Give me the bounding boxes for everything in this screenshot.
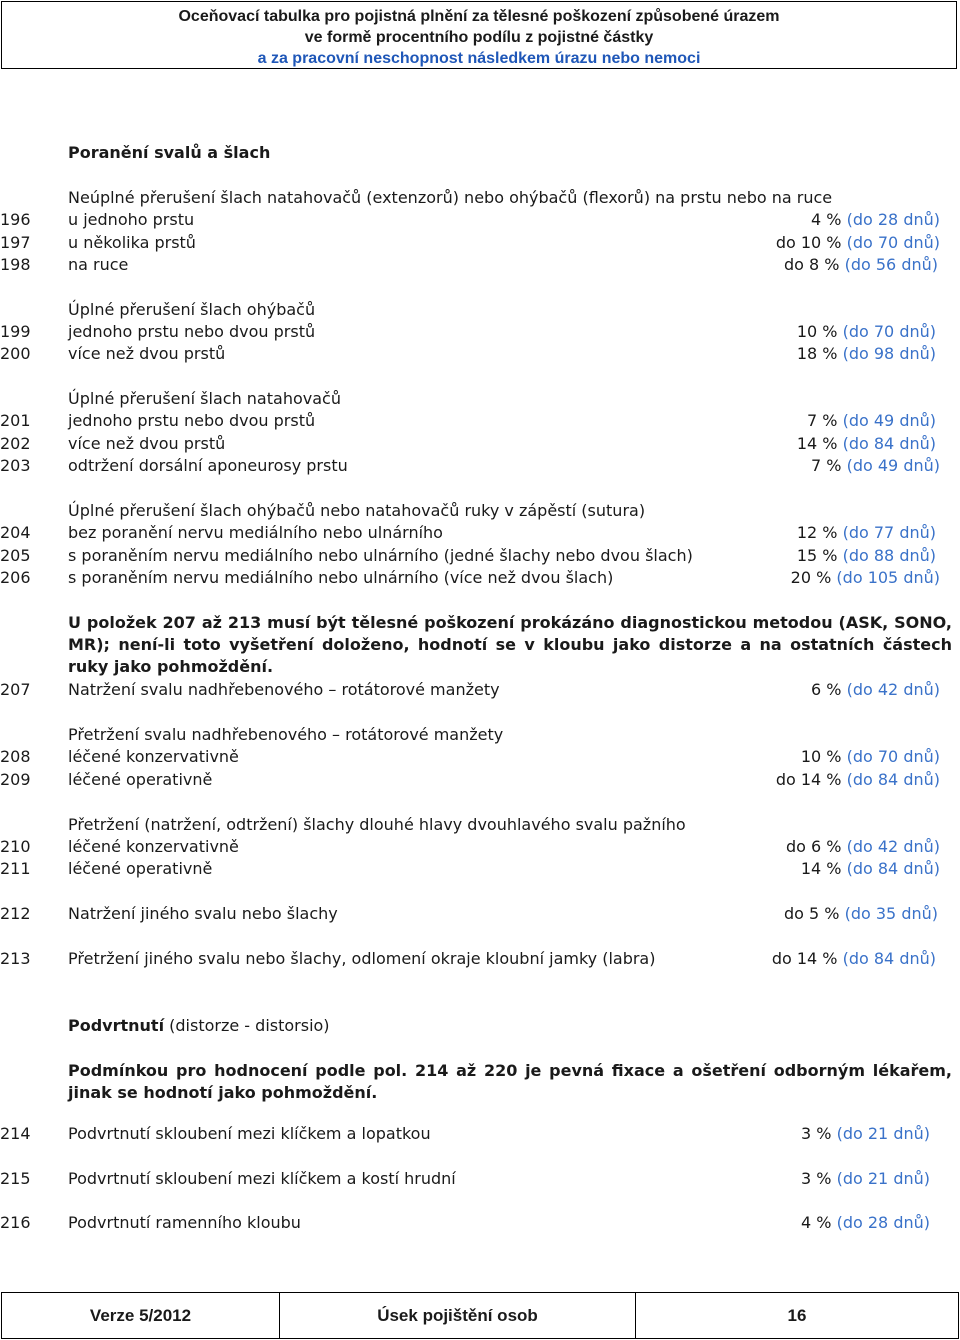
item-value: 7 % (do 49 dnů) xyxy=(807,411,936,430)
item-number: 203 xyxy=(0,456,31,475)
item-value: 15 % (do 88 dnů) xyxy=(796,546,936,565)
item-description: léčené konzervativně xyxy=(68,837,239,856)
item-number: 211 xyxy=(0,859,31,878)
item-value: do 10 % (do 70 dnů) xyxy=(775,233,940,252)
item-number: 198 xyxy=(0,255,31,274)
item-number: 197 xyxy=(0,233,31,252)
footer-page-number: 16 xyxy=(787,1305,807,1325)
item-description: Natržení svalu nadhřebenového – rotátorové manžety xyxy=(68,680,500,699)
table-row xyxy=(0,545,958,567)
item-value: do 8 % (do 56 dnů) xyxy=(784,255,938,274)
table-row xyxy=(0,1212,958,1234)
table-row xyxy=(0,343,958,365)
table-row xyxy=(0,433,958,455)
item-number: 200 xyxy=(0,344,31,363)
header-title-line-3: a za pracovní neschopnost následkem úrazu nebo nemoci xyxy=(257,50,701,67)
table-row xyxy=(0,903,958,925)
item-value: 3 % (do 21 dnů) xyxy=(801,1169,930,1188)
item-value: 4 % (do 28 dnů) xyxy=(811,210,940,229)
group-heading: Úplné přerušení šlach ohýbačů xyxy=(68,300,316,319)
diagnostic-note: U položek 207 až 213 musí být tělesné poškození prokázáno diagnostickou metodou (ASK, SONO, MR); není-li toto vyšetření doloženo, hodnotí se v kloubu jako distorze a na ostatních částech ruky jako pohmoždění. xyxy=(68,613,952,676)
group-heading: Úplné přerušení šlach ohýbačů nebo natahovačů ruky v zápěstí (sutura) xyxy=(68,501,646,520)
item-description: Přetržení jiného svalu nebo šlachy, odlomení okraje kloubní jamky (labra) xyxy=(68,949,656,968)
item-description: s poraněním nervu mediálního nebo ulnárního (jedné šlachy nebo dvou šlach) xyxy=(68,546,693,565)
item-value: 20 % (do 105 dnů) xyxy=(790,568,940,587)
section-heading-sprain: Podvrtnutí (distorze - distorsio) xyxy=(68,1016,330,1035)
item-value: 10 % (do 70 dnů) xyxy=(800,747,940,766)
item-number: 209 xyxy=(0,770,31,789)
fixation-note: Podmínkou pro hodnocení podle pol. 214 až 220 je pevná fixace a ošetření odborným lékařem, jinak se hodnotí jako pohmoždění. xyxy=(68,1061,952,1102)
table-row xyxy=(0,232,958,254)
table-row xyxy=(0,410,958,432)
table-row xyxy=(0,254,958,276)
item-number: 216 xyxy=(0,1213,31,1232)
item-number: 202 xyxy=(0,434,31,453)
table-row xyxy=(0,1123,958,1145)
table-row xyxy=(0,522,958,544)
item-value: 7 % (do 49 dnů) xyxy=(811,456,940,475)
item-number: 207 xyxy=(0,680,31,699)
item-description: s poraněním nervu mediálního nebo ulnárního (více než dvou šlach) xyxy=(68,568,614,587)
item-value: do 14 % (do 84 dnů) xyxy=(771,949,936,968)
item-value: do 5 % (do 35 dnů) xyxy=(784,904,938,923)
document-header xyxy=(1,1,957,69)
item-value: 4 % (do 28 dnů) xyxy=(801,1213,930,1232)
group-heading: Přetržení (natržení, odtržení) šlachy dlouhé hlavy dvouhlavého svalu pažního xyxy=(68,815,686,834)
group-heading: Neúplné přerušení šlach natahovačů (extenzorů) nebo ohýbačů (flexorů) na prstu nebo na ruce xyxy=(68,188,833,207)
item-number: 196 xyxy=(0,210,31,229)
item-value: 14 % (do 84 dnů) xyxy=(800,859,940,878)
item-value: 12 % (do 77 dnů) xyxy=(796,523,936,542)
item-description: odtržení dorsální aponeurosy prstu xyxy=(68,456,348,475)
group-heading: Přetržení svalu nadhřebenového – rotátorové manžety xyxy=(68,725,504,744)
item-number: 205 xyxy=(0,546,31,565)
item-number: 210 xyxy=(0,837,31,856)
table-row xyxy=(0,455,958,477)
item-number: 204 xyxy=(0,523,31,542)
table-row xyxy=(0,746,958,768)
item-number: 213 xyxy=(0,949,31,968)
item-number: 212 xyxy=(0,904,31,923)
item-number: 208 xyxy=(0,747,31,766)
footer-version: Verze 5/2012 xyxy=(2,1293,280,1338)
item-number: 206 xyxy=(0,568,31,587)
item-description: více než dvou prstů xyxy=(68,434,226,453)
header-title-line-2: ve formě procentního podílu z pojistné částky xyxy=(304,29,654,46)
section-heading-muscles: Poranění svalů a šlach xyxy=(68,143,271,162)
table-row xyxy=(0,836,958,858)
item-value: 3 % (do 21 dnů) xyxy=(801,1124,930,1143)
document-footer xyxy=(1,1292,959,1339)
item-description: u jednoho prstu xyxy=(68,210,195,229)
item-description: Podvrtnutí skloubení mezi klíčkem a lopatkou xyxy=(68,1124,431,1143)
table-row xyxy=(0,567,958,589)
item-value: do 6 % (do 42 dnů) xyxy=(786,837,940,856)
item-description: jednoho prstu nebo dvou prstů xyxy=(68,411,316,430)
item-description: léčené konzervativně xyxy=(68,747,239,766)
item-description: Podvrtnutí ramenního kloubu xyxy=(68,1213,301,1232)
item-value: 18 % (do 98 dnů) xyxy=(796,344,936,363)
item-description: bez poranění nervu mediálního nebo ulnárního xyxy=(68,523,443,542)
item-description: Natržení jiného svalu nebo šlachy xyxy=(68,904,338,923)
item-value: 14 % (do 84 dnů) xyxy=(796,434,936,453)
item-description: na ruce xyxy=(68,255,129,274)
item-description: více než dvou prstů xyxy=(68,344,226,363)
item-number: 214 xyxy=(0,1124,31,1143)
item-description: léčené operativně xyxy=(68,859,213,878)
item-description: Podvrtnutí skloubení mezi klíčkem a kostí hrudní xyxy=(68,1169,456,1188)
table-row xyxy=(0,948,958,970)
item-description: jednoho prstu nebo dvou prstů xyxy=(68,322,316,341)
item-number: 199 xyxy=(0,322,31,341)
table-row xyxy=(0,858,958,880)
table-row xyxy=(0,321,958,343)
table-row xyxy=(0,1168,958,1190)
footer-department: Úsek pojištění osob xyxy=(280,1293,636,1338)
table-row xyxy=(0,679,958,701)
header-title-line-1: Oceňovací tabulka pro pojistná plnění za tělesné poškození způsobené úrazem xyxy=(178,8,780,25)
item-value: 6 % (do 42 dnů) xyxy=(811,680,940,699)
table-row xyxy=(0,209,958,231)
item-description: u několika prstů xyxy=(68,233,196,252)
table-row xyxy=(0,769,958,791)
item-value: do 14 % (do 84 dnů) xyxy=(775,770,940,789)
item-number: 215 xyxy=(0,1169,31,1188)
item-number: 201 xyxy=(0,411,31,430)
item-value: 10 % (do 70 dnů) xyxy=(796,322,936,341)
group-heading: Úplné přerušení šlach natahovačů xyxy=(68,389,341,408)
item-description: léčené operativně xyxy=(68,770,213,789)
